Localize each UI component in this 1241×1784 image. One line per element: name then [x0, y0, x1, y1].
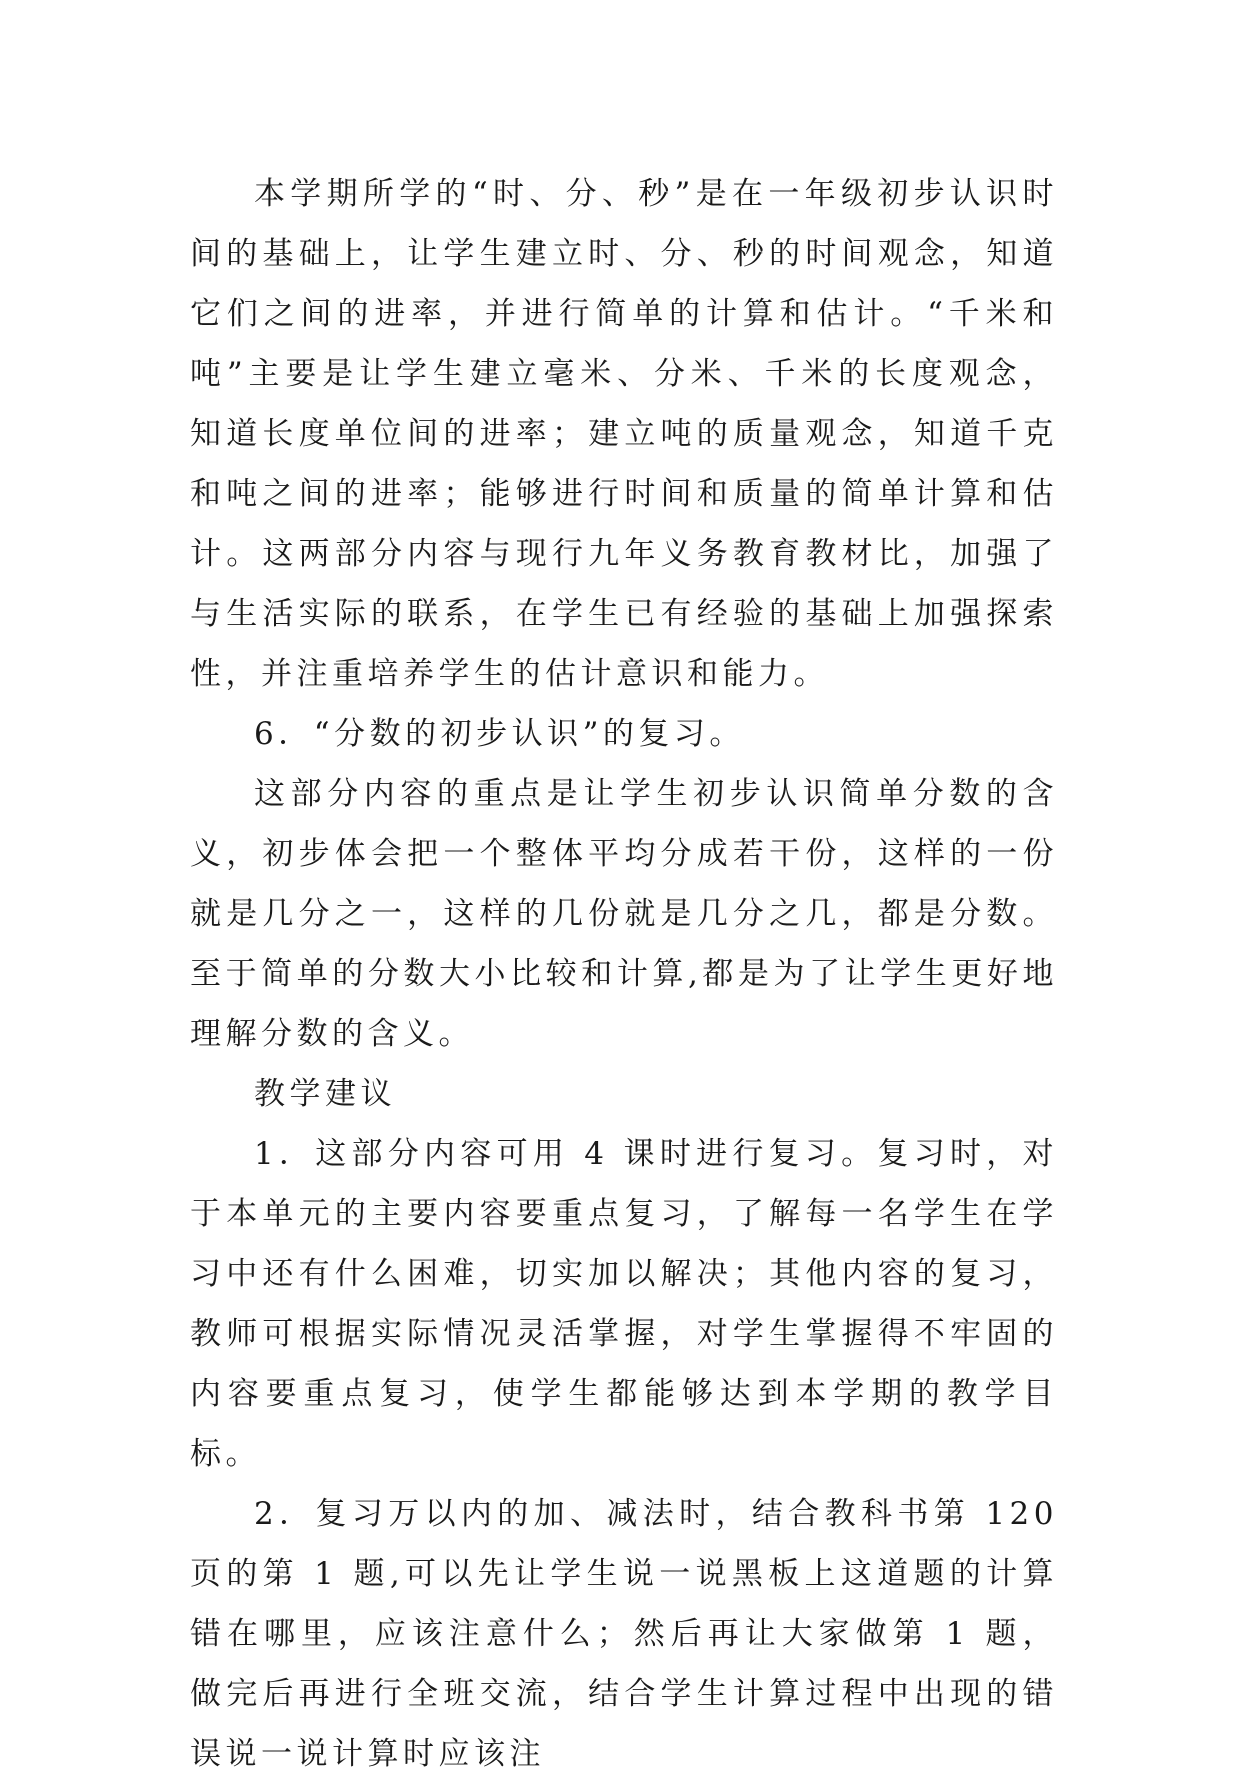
paragraph-time-units: 本学期所学的“时、分、秒”是在一年级初步认识时间的基础上，让学生建立时、分、秒的时间观念，知道它们之间的进率，并进行简单的计算和估计。“千米和吨”主要是让学生建立毫米、分米、千米的长度观念，知道长度单位间的进率；建立吨的质量观念，知道千克和吨之间的进率；能够进行时间和质量的简单计算和估计。这两部分内容与现行九年义务教育教材比，加强了与生活实际的联系，在学生已有经验的基础上加强探索性，并注重培养学生的估计意识和能力。	[190, 176, 1058, 692]
document-body	[190, 164, 1058, 1784]
paragraph-fractions: 这部分内容的重点是让学生初步认识简单分数的含义，初步体会把一个整体平均分成若干份，这样的一份就是几分之一，这样的几份就是几分之几，都是分数。至于简单的分数大小比较和计算,都是为了让学生更好地理解分数的含义。	[190, 776, 1058, 1052]
section-heading-fractions-review: 6．“分数的初步认识”的复习。	[254, 716, 745, 752]
paragraph-suggestion-2: 2．复习万以内的加、减法时，结合教科书第 120 页的第 1 题,可以先让学生说一说黑板上这道题的计算错在哪里，应该注意什么；然后再让大家做第 1 题，做完后再进行全班交流，结合学生计算过程中出现的错误说一说计算时应该注	[190, 1496, 1058, 1772]
paragraph-suggestion-1: 1．这部分内容可用 4 课时进行复习。复习时，对于本单元的主要内容要重点复习，了解每一名学生在学习中还有什么困难，切实加以解决；其他内容的复习，教师可根据实际情况灵活掌握，对学生掌握得不牢固的内容要重点复习，使学生都能够达到本学期的教学目标。	[190, 1136, 1058, 1472]
section-heading-teaching-suggestions: 教学建议	[254, 1076, 396, 1112]
